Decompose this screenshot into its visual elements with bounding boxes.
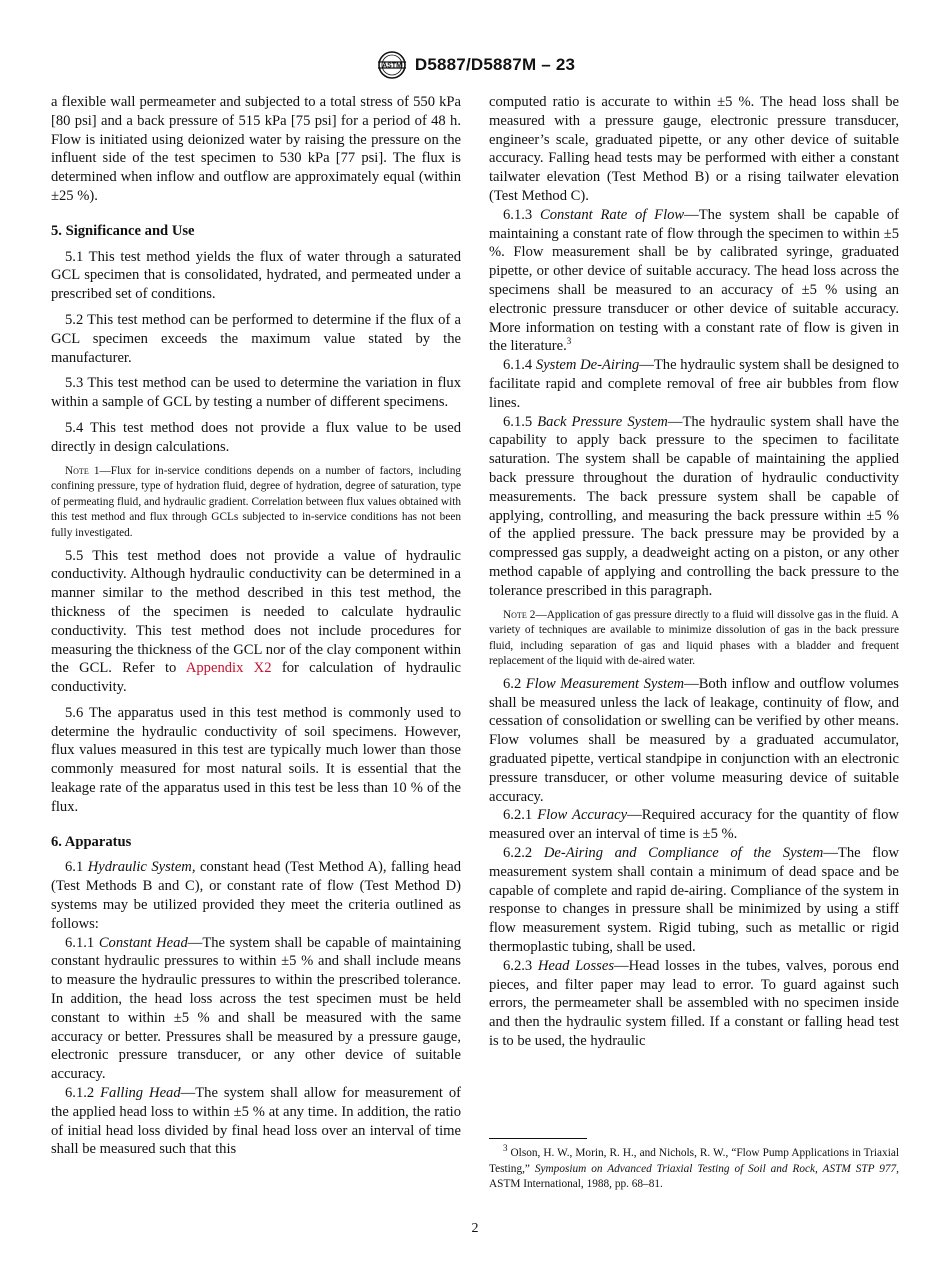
paragraph-6-2 — [489, 675, 899, 807]
para-number: 6.2.3 — [503, 957, 533, 974]
para-text: —The hydraulic system shall be designed to facilitate rapid and complete removal of free air bubbles from flow lines. — [489, 357, 899, 411]
footnote-mark: 3 — [503, 1143, 508, 1154]
paragraph-6-1-1 — [51, 934, 461, 1084]
term: System De-Airing — [535, 357, 640, 374]
paragraph-5-5-text: 5.5 This test method does not provide a value of hydraulic conductivity. Although hydraulic conductivity can be determined in a manner similar to the method described in this test method, the thickness of the specimen is needed to calculate hydraulic conductivity. This test method does not include procedures for measuring the thickness of the GCL nor of the clay component within the GCL. Refer to — [51, 547, 461, 677]
left-column — [51, 93, 461, 1159]
para-text: —The hydraulic system shall have the capability to apply back pressure to the specimen to facilitate saturation. The system shall be capable of maintaining the applied back pressure throughout the duration of hydraulic conductivity measurements. The back pressure system shall be capable of applying, controlling, and measuring the back pressure within ±5 % of the applied pressure. The back pressure may be provided by a compressed gas supply, a deadweight acting on a piston, or any other method capable of applying and controlling the back pressure to the tolerance prescribed in this paragraph. — [489, 413, 899, 599]
standard-designation: D5887/D5887M – 23 — [414, 55, 576, 74]
page-header — [0, 50, 950, 85]
footnote-3 — [489, 1143, 899, 1193]
term: Constant Head — [98, 934, 188, 951]
paragraph-6-2-2 — [489, 844, 899, 957]
paragraph-continued: computed ratio is accurate to within ±5 %. The head loss shall be measured with a pressure gauge, electronic pressure transducer, engineer’s scale, graduated pipette, or any other device of suitable accuracy. Falling head tests may be performed with either a constant tailwater elevation (Test Method B) or a rising tailwater elevation (Test Method C). — [489, 94, 899, 204]
para-text: —The system shall be capable of maintaining constant hydraulic pressures to within ±5 % and shall include means to measure the hydraulic pressures to within the prescribed tolerance. In addition, the head loss across the test specimen must be held constant to within ±5 % and shall be measured with the same accuracy or better. Pressures shall be measured by a pressure gauge, electronic pressure transducer, or any other device of suitable accuracy. — [51, 934, 462, 1083]
paragraph-6-1 — [51, 858, 461, 933]
para-number: 6.2 — [503, 675, 522, 692]
paragraph-5-5-tail: for calculation of hydraulic conductivity. — [51, 660, 462, 696]
right-column — [489, 93, 899, 1051]
section-heading-6: 6. Apparatus — [51, 833, 132, 850]
para-text: —Required accuracy for the quantity of flow measured over an interval of time is ±5 %. — [489, 807, 899, 843]
term: Hydraulic System, — [87, 859, 196, 876]
term: Constant Rate of Flow — [539, 206, 685, 223]
note-1-text: —Flux for in-service conditions depends on a number of factors, including confining pressure, type of hydration fluid, degree of hydration, degree of saturation, type of permeating fluid, and hydraulic gradient. Correlation between flux values obtained with this test method and flux through GCLs subjected to in-service conditions has not been fully investigated. — [51, 464, 461, 539]
para-number: 6.1.3 — [503, 206, 533, 223]
para-number: 6.1.1 — [65, 934, 95, 951]
term: Flow Accuracy — [537, 807, 628, 824]
paragraph-continued: a flexible wall permeameter and subjected to a total stress of 550 kPa [80 psi] and a back pressure of 515 kPa [75 psi] for a period of 48 h. Flow is initiated using deionized water by raising the pressure on the influent side of the test specimen to 530 kPa [77 psi]. The flux is determined when inflow and outflow are approximately equal (within ±25 %). — [51, 94, 461, 204]
paragraph-6-2-3 — [489, 957, 899, 1051]
para-number: 6.1 — [65, 859, 84, 876]
para-number: 6.2.2 — [503, 845, 533, 862]
term: Falling Head — [100, 1085, 181, 1102]
para-number: 6.1.2 — [65, 1085, 95, 1102]
footnote-text: Olson, H. W., Morin, R. H., and Nichols, R. W., “Flow Pump Applications in Triaxial Testing,” — [489, 1147, 899, 1175]
paragraph-5-3: 5.3 This test method can be used to determine the variation in flux within a sample of GCL by testing a number of different specimens. — [51, 375, 461, 411]
footnote-divider — [489, 1138, 587, 1139]
para-text: —The system shall allow for measurement of the applied head loss to within ±5 % at any time. In addition, the ratio of initial head loss divided by final head loss over an interval of time shall be measured such that this — [51, 1085, 461, 1158]
term: Back Pressure System — [537, 413, 668, 430]
para-number: 6.1.4 — [503, 357, 533, 374]
note-2-text: —Application of gas pressure directly to a fluid will dissolve gas in the fluid. A variety of techniques are available to minimize dissolution of gas in the back pressure fluid, including separation of gas and liquid phases with a bladder and frequent replacement of the liquid with de-aired water. — [489, 608, 899, 668]
page-number: 2 — [471, 1221, 479, 1236]
note-2-label: Note 2 — [503, 608, 536, 621]
footnote-title: Symposium on Advanced Triaxial Testing of Soil and Rock, ASTM STP 977, — [534, 1162, 899, 1175]
paragraph-5-2: 5.2 This test method can be performed to determine if the flux of a GCL specimen exceeds the maximum value stated by the manufacturer. — [51, 311, 461, 366]
para-number: 6.2.1 — [503, 807, 533, 824]
astm-logo-icon — [375, 50, 409, 80]
para-number: 6.1.5 — [503, 413, 533, 430]
para-text: constant head (Test Method A), falling head (Test Methods B and C), or constant rate of flow (Test Method D) systems may be utilized provided they meet the criteria outlined as follows: — [51, 859, 462, 932]
para-text: —The flow measurement system shall contain a minimum of dead space and be capable of complete and rapid de-airing. Compliance of the system in response to changes in pressure shall be minimized by using a stiff flow measurement system. Rigid tubing, such as metallic or rigid thermoplastic tubing, shall be used. — [489, 845, 899, 956]
paragraph-6-1-4 — [489, 356, 899, 412]
para-text: —Both inflow and outflow volumes shall be measured unless the lack of leakage, continuity of flow, and cessation of consolidation or swelling can be verified by other means. Flow volumes shall be measured by a graduated accumulator, graduated pipette, vertical standpipe in conjunction with an electronic pressure transducer, or other volume measuring device of suitable accuracy. — [489, 675, 899, 805]
paragraph-5-6: 5.6 The apparatus used in this test method is commonly used to determine the hydraulic conductivity of soil specimens. However, flux values measured in this test are typically much lower than those commonly measured for most natural soils. It is essential that the leakage rate of the apparatus used in this test be less than 10 % of the flux. — [51, 704, 461, 815]
paragraph-5-5 — [51, 547, 461, 697]
appendix-x2-link[interactable]: Appendix X2 — [185, 660, 272, 677]
note-1 — [51, 464, 461, 542]
paragraph-6-1-2 — [51, 1084, 461, 1159]
para-text: —Head losses in the tubes, valves, porous end pieces, and filter paper may lead to error. To guard against such errors, the permeameter shall be assembled with no specimen inside and then the hydraulic system filled. If a constant or falling head test is to be used, the hydraulic — [489, 957, 900, 1050]
term: Flow Measurement System — [525, 675, 685, 692]
term: Head Losses — [537, 957, 614, 974]
note-1-label: Note 1 — [65, 464, 100, 477]
term: De-Airing and Compliance of the System — [543, 845, 824, 862]
para-text: —The system shall be capable of maintaining a constant rate of flow through the specimen to within ±5 %. Flow measurement shall be by calibrated syringe, graduated pipette, or other device of suitable accuracy. The head loss across the specimens shall be measured to an accuracy of ±5 % using an electronic pressure transducer or other device of suitable accuracy. More information on testing with a constant rate of flow is given in the literature. — [489, 206, 899, 355]
footnote-ref[interactable]: 3 — [566, 336, 572, 347]
footnote-tail: ASTM International, 1988, pp. 68–81. — [489, 1178, 663, 1191]
paragraph-5-4: 5.4 This test method does not provide a flux value to be used directly in design calculations. — [51, 419, 461, 455]
paragraph-5-1: 5.1 This test method yields the flux of water through a saturated GCL specimen that is consolidated, hydrated, and permeated under a prescribed set of conditions. — [51, 248, 461, 303]
paragraph-6-1-3 — [489, 206, 899, 356]
section-heading-5: 5. Significance and Use — [51, 222, 195, 239]
paragraph-6-1-5 — [489, 413, 899, 601]
svg-text:ASTM: ASTM — [381, 62, 402, 70]
note-2 — [489, 608, 899, 670]
paragraph-6-2-1 — [489, 806, 899, 844]
